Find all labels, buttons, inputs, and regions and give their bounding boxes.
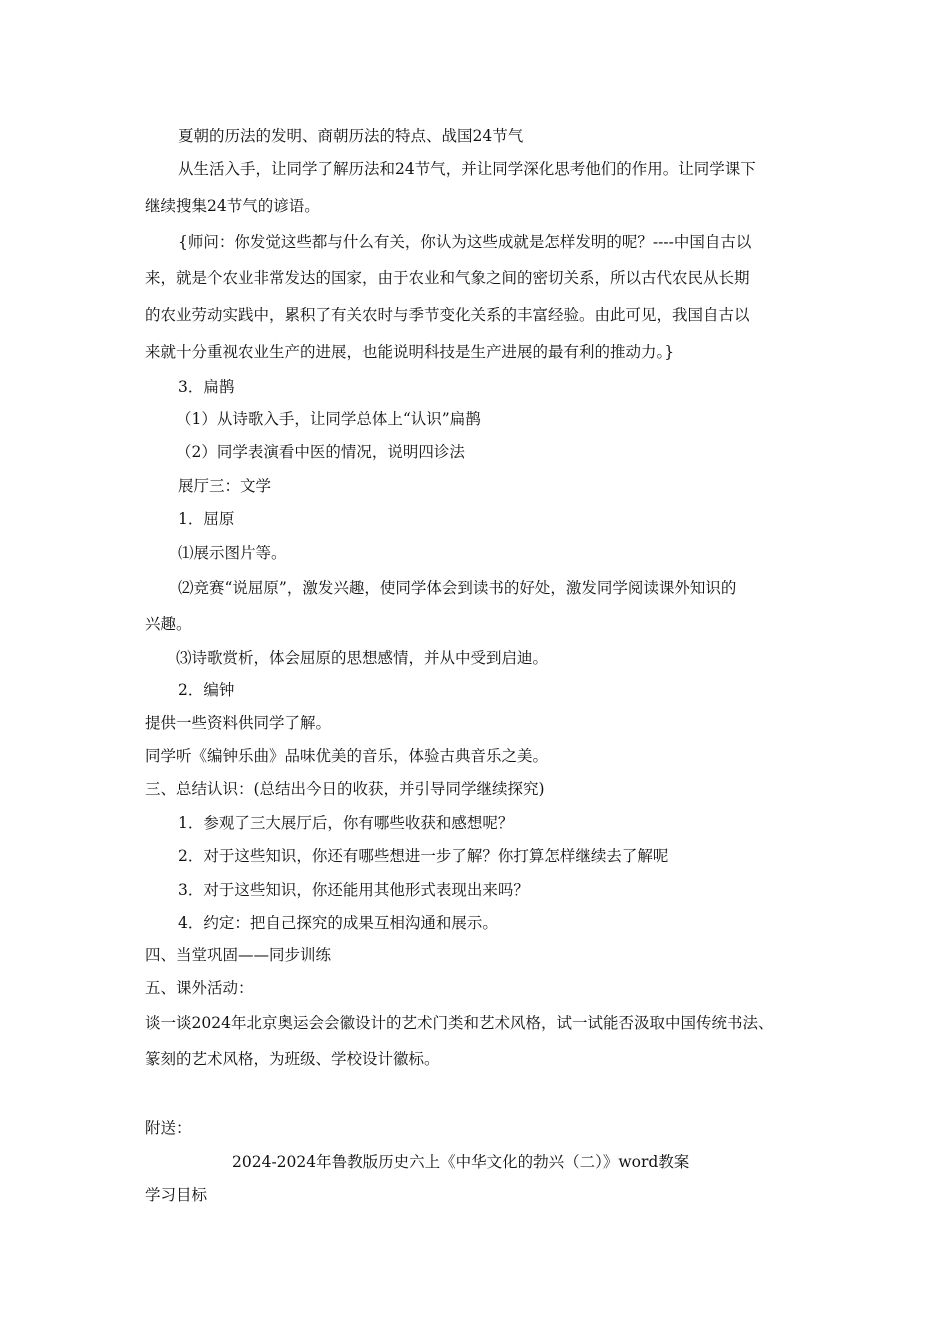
section-heading: 四、当堂巩固——同步训练 [145, 946, 332, 964]
appendix-title: 2024-2024年鲁教版历史六上《中华文化的勃兴（二）》word教案 [232, 1153, 690, 1171]
section-heading: 三、总结认识：(总结出今日的收获，并引导同学继续探究) [145, 780, 545, 798]
section-heading: 五、课外活动： [145, 979, 254, 997]
text-line: 来，就是个农业非常发达的国家，由于农业和气象之间的密切关系，所以古代农民从长期 [145, 269, 750, 287]
text-line: 来就十分重视农业生产的进展，也能说明科技是生产进展的最有利的推动力。} [145, 343, 675, 361]
text-line: ⑶诗歌赏析，体会屈原的思想感情，并从中受到启迪。 [176, 649, 549, 667]
section-heading: 学习目标 [145, 1186, 208, 1204]
text-line: 夏朝的历法的发明、商朝历法的特点、战国24节气 [178, 127, 524, 145]
text-line: 从生活入手，让同学了解历法和24节气，并让同学深化思考他们的作用。让同学课下 [178, 160, 756, 178]
text-line: 继续搜集24节气的谚语。 [145, 197, 320, 215]
list-item-heading: 1．屈原 [178, 510, 235, 528]
text-line: （2）同学表演看中医的情况，说明四诊法 [176, 443, 465, 461]
list-item: 4．约定：把自己探究的成果互相沟通和展示。 [178, 914, 498, 932]
appendix-label: 附送： [145, 1119, 192, 1137]
section-heading: 展厅三：文学 [178, 477, 272, 495]
text-line: ⑴展示图片等。 [178, 544, 287, 562]
text-line: 篆刻的艺术风格，为班级、学校设计徽标。 [145, 1050, 440, 1068]
list-item: 2．对于这些知识，你还有哪些想进一步了解？你打算怎样继续去了解呢 [178, 847, 669, 865]
list-item-heading: 2．编钟 [178, 681, 235, 699]
text-line: 同学听《编钟乐曲》品味优美的音乐，体验古典音乐之美。 [145, 747, 549, 765]
text-line: 兴趣。 [145, 615, 192, 633]
text-line: ⑵竞赛“说屈原”，激发兴趣，使同学体会到读书的好处，激发同学阅读课外知识的 [178, 579, 737, 597]
list-item: 1．参观了三大展厅后，你有哪些收获和感想呢？ [178, 814, 514, 832]
list-item-heading: 3．扁鹊 [178, 378, 235, 396]
text-line: 提供一些资料供同学了解。 [145, 714, 332, 732]
text-line: 的农业劳动实践中，累积了有关农时与季节变化关系的丰富经验。由此可见，我国自古以 [145, 306, 750, 324]
list-item: 3．对于这些知识，你还能用其他形式表现出来吗？ [178, 881, 529, 899]
text-line: （1）从诗歌入手，让同学总体上“认识”扁鹊 [176, 410, 481, 428]
text-line: {师问：你发觉这些都与什么有关，你认为这些成就是怎样发明的呢？----中国自古以 [178, 233, 752, 251]
text-line: 谈一谈2024年北京奥运会会徽设计的艺术门类和艺术风格，试一试能否汲取中国传统书法、 [145, 1014, 774, 1032]
